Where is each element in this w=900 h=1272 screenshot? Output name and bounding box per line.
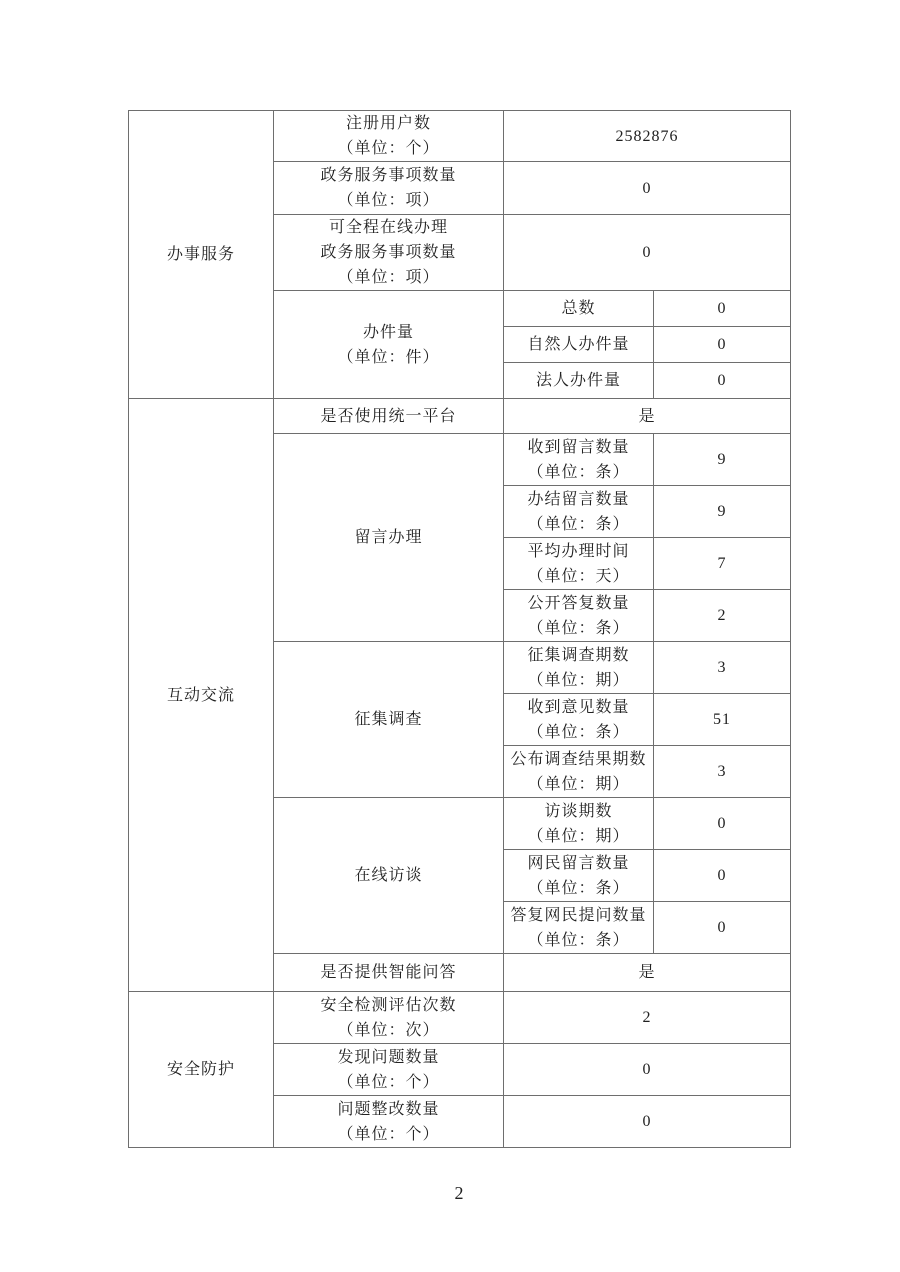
value-results-published: 3 xyxy=(654,746,791,798)
subitem-case-natural-person: 自然人办件量 xyxy=(504,327,654,363)
subitem-label: 答复网民提问数量 xyxy=(510,906,647,924)
value-case-total: 0 xyxy=(654,291,791,327)
item-smart-qa: 是否提供智能问答 xyxy=(274,954,504,992)
item-label: 政务服务事项数量 xyxy=(320,167,457,184)
subitem-unit-label: （单位：天） xyxy=(527,567,630,585)
page-number: 2 xyxy=(454,1183,464,1203)
value-problems-found: 0 xyxy=(504,1044,791,1096)
category-cell-interaction: 互动交流 xyxy=(129,399,274,992)
item-label: 政务服务事项数量 xyxy=(320,244,457,261)
subitem-label: 公布调查结果期数 xyxy=(510,750,647,768)
item-security-assessments xyxy=(274,992,504,1044)
subitem-label: 征集调查期数 xyxy=(527,646,630,664)
category-cell-security: 安全防护 xyxy=(129,992,274,1148)
subitem-public-replies xyxy=(504,590,654,642)
item-message-handling: 留言办理 xyxy=(274,434,504,642)
table-row xyxy=(129,992,791,1044)
subitem-label: 收到留言数量 xyxy=(527,438,630,456)
item-unit-label: （单位：个） xyxy=(337,140,440,157)
value-netizen-messages: 0 xyxy=(654,850,791,902)
item-unit-label: （单位：件） xyxy=(337,348,440,366)
value-opinions-received: 51 xyxy=(654,694,791,746)
item-label: 办件量 xyxy=(362,323,414,341)
subitem-case-legal-person: 法人办件量 xyxy=(504,363,654,399)
subitem-survey-periods xyxy=(504,642,654,694)
item-label: 问题整改数量 xyxy=(337,1100,440,1118)
item-full-online-items xyxy=(274,215,504,291)
subitem-label: 收到意见数量 xyxy=(527,698,630,716)
subitem-label: 网民留言数量 xyxy=(527,854,630,872)
subitem-label: 访谈期数 xyxy=(544,802,613,820)
value-full-online-items: 0 xyxy=(504,215,791,291)
subitem-results-published xyxy=(504,746,654,798)
value-survey-periods: 3 xyxy=(654,642,791,694)
item-unit-label: （单位：项） xyxy=(337,269,440,286)
item-unit-label: （单位：项） xyxy=(337,192,440,209)
item-registered-users xyxy=(274,111,504,162)
value-case-legal-person: 0 xyxy=(654,363,791,399)
item-unit-label: （单位：次） xyxy=(337,1021,440,1039)
subitem-unit-label: （单位：期） xyxy=(527,671,630,689)
subitem-messages-received xyxy=(504,434,654,486)
subitem-unit-label: （单位：条） xyxy=(527,879,630,897)
subitem-netizen-messages xyxy=(504,850,654,902)
item-label: 注册用户数 xyxy=(345,115,431,132)
subitem-label: 平均办理时间 xyxy=(527,542,630,560)
subitem-label: 公开答复数量 xyxy=(527,594,630,612)
item-case-volume xyxy=(274,291,504,399)
item-gov-service-items xyxy=(274,162,504,215)
value-avg-handle-time: 7 xyxy=(654,538,791,590)
item-unit-label: （单位：个） xyxy=(337,1073,440,1091)
subitem-unit-label: （单位：条） xyxy=(527,515,630,533)
report-table xyxy=(128,110,791,1148)
subitem-unit-label: （单位：条） xyxy=(527,463,630,481)
item-unified-platform: 是否使用统一平台 xyxy=(274,399,504,434)
subitem-messages-resolved xyxy=(504,486,654,538)
value-unified-platform: 是 xyxy=(504,399,791,434)
item-problems-found xyxy=(274,1044,504,1096)
item-label: 安全检测评估次数 xyxy=(320,996,457,1014)
value-public-replies: 2 xyxy=(654,590,791,642)
value-problems-rectified: 0 xyxy=(504,1096,791,1148)
subitem-unit-label: （单位：期） xyxy=(527,775,630,793)
value-case-natural-person: 0 xyxy=(654,327,791,363)
table-row xyxy=(129,111,791,162)
subitem-opinions-received xyxy=(504,694,654,746)
item-label: 发现问题数量 xyxy=(337,1048,440,1066)
value-messages-received: 9 xyxy=(654,434,791,486)
item-online-interview: 在线访谈 xyxy=(274,798,504,954)
subitem-netizen-questions-answered xyxy=(504,902,654,954)
subitem-unit-label: （单位：条） xyxy=(527,723,630,741)
value-interview-periods: 0 xyxy=(654,798,791,850)
subitem-interview-periods xyxy=(504,798,654,850)
item-problems-rectified xyxy=(274,1096,504,1148)
item-unit-label: （单位：个） xyxy=(337,1125,440,1143)
value-messages-resolved: 9 xyxy=(654,486,791,538)
subitem-label: 办结留言数量 xyxy=(527,490,630,508)
subitem-unit-label: （单位：条） xyxy=(527,931,630,949)
item-survey-collection: 征集调查 xyxy=(274,642,504,798)
value-netizen-questions-answered: 0 xyxy=(654,902,791,954)
value-smart-qa: 是 xyxy=(504,954,791,992)
value-gov-service-items: 0 xyxy=(504,162,791,215)
subitem-case-total: 总数 xyxy=(504,291,654,327)
value-security-assessments: 2 xyxy=(504,992,791,1044)
item-label: 可全程在线办理 xyxy=(328,219,448,236)
table-row xyxy=(129,399,791,434)
value-registered-users: 2582876 xyxy=(504,111,791,162)
subitem-unit-label: （单位：条） xyxy=(527,619,630,637)
subitem-unit-label: （单位：期） xyxy=(527,827,630,845)
subitem-avg-handle-time xyxy=(504,538,654,590)
category-cell-office-services: 办事服务 xyxy=(129,111,274,399)
